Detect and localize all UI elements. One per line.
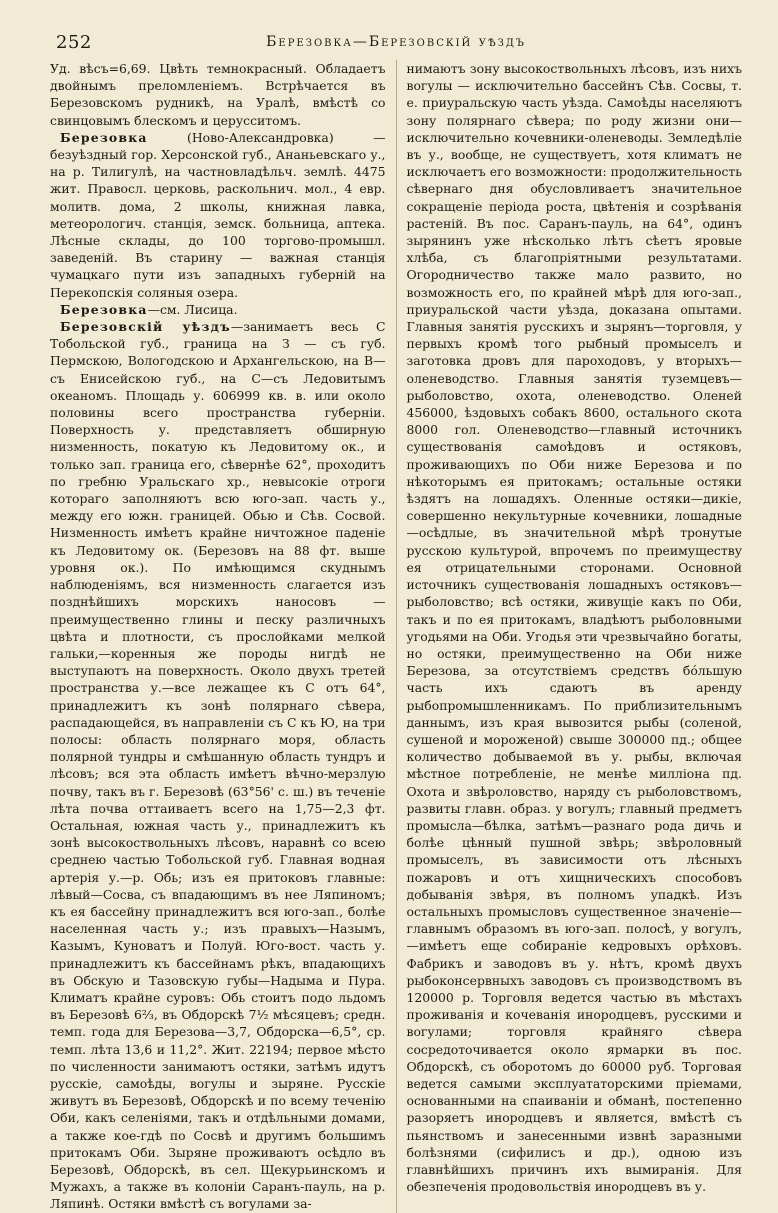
left-column bbox=[50, 60, 390, 1213]
article-text: —занимаетъ весь С Тобольской губ., граница на З — съ губ. Пермскою, Вологодскою и Архангельскою, на В—съ Енисейскою губ., на С—съ Ледовитымъ океаномъ. Площадь у. 606999 кв. в. или около половины всего пространства губерніи. Поверхность у. представляетъ обширную низменность, покатую къ Ледовитому ок., и только зап. граница его, сѣвернѣе 62°, проходитъ по гребню Уральскаго хр., невысокіе отроги котораго заполняютъ всю юго-зап. часть у., между его южн. границей. Обью и Сѣв. Сосвой. Низменность имѣетъ крайне ничтожное паденіе къ Ледовитому ок. (Березовъ на 88 фт. выше уровня ок.). По имѣющимся скуднымъ наблюденіямъ, вся низменность слагается изъ позднѣйшихъ морскихъ наносовъ — преимущественно глины и песку различныхъ цвѣта и плотности, съ прослойками мелкой гальки,—коренныя же породы нигдѣ не выступаютъ на поверхность. Около двухъ третей пространства у.—все лежащее къ С отъ 64°, принадлежитъ къ зонѣ полярнаго сѣвера, распадающейся, въ направленіи съ С къ Ю, на три полосы: область полярнаго моря, область полярной тундры и смѣшанную область тундръ и лѣсовъ; вся эта область имѣетъ вѣчно-мерзлую почву, такъ въ г. Березовѣ (63°56' с. ш.) въ теченіе лѣта почва оттаиваетъ всего на 1,75—2,3 фт. Остальная, южная часть у., принадлежитъ къ зонѣ высокоствольныхъ лѣсовъ, наравнѣ со всею среднею частью Тобольской губ. Главная водная артерія у.—р. Обь; изъ ея притоковъ главные: лѣвый—Сосва, съ впадающимъ въ нее Ляпиномъ; къ ея бассейну принадлежитъ вся юго-зап., болѣе населенная часть у.; изъ правыхъ—Назымъ, Казымъ, Куноватъ и Полуй. Юго-вост. часть у. принадлежитъ къ бассейнамъ рѣкъ, впадающихъ въ Обскую и Тазовскую губы—Надыма и Пура. Климатъ крайне суровъ: Обь стоитъ подо льдомъ въ Березовѣ 6⅔, въ Обдорскѣ 7½ мѣсяцевъ; средн. темп. года для Березова—3,7, Обдорска—6,5°, ср. темп. лѣта 13,6 и 11,2°. Жит. 22194; первое мѣсто по численности занимаютъ остяки, затѣмъ идутъ русскіе, самоѣды, вогулы и зыряне. Русскіе живутъ въ Березовѣ, Обдорскѣ и по всему теченію Оби, какъ селеніями, такъ и отдѣльными домами, а также кое-гдѣ по Сосвѣ и другимъ большимъ притокамъ Оби. Зыряне проживаютъ осѣдло въ Березовѣ, Обдорскѣ, въ сел. Щекурьинскомъ и Мужахъ, а также въ колоніи Саранъ-пауль, на р. Ляпинѣ. Остяки вмѣстѣ съ вогулами за- bbox=[50, 319, 386, 1212]
paragraph-text: Уд. вѣсъ=6,69. Цвѣть темнокрасный. Обладаетъ двойнымъ преломленіемъ. Встрѣчается въ Березовскомъ рудникѣ, на Уралѣ, вмѣстѣ со свинцовымъ блескомъ и церусситомъ. bbox=[50, 61, 386, 128]
article-berezovka-crossref bbox=[50, 301, 386, 318]
right-column bbox=[396, 60, 743, 1213]
paragraph bbox=[50, 60, 386, 129]
headword: Березовка bbox=[60, 301, 148, 317]
paragraph bbox=[407, 60, 743, 1195]
running-head: Березовка—Березовскій уѣздъ bbox=[266, 34, 526, 50]
page-header bbox=[50, 28, 742, 58]
headword: Березовскій уѣздъ bbox=[60, 319, 231, 335]
article-text: —см. Лисица. bbox=[147, 301, 238, 317]
page-number: 252 bbox=[56, 32, 92, 53]
article-berezovsky-uezd bbox=[50, 318, 386, 1213]
article-berezovka-town bbox=[50, 129, 390, 301]
text-columns bbox=[50, 60, 742, 1213]
paragraph-text: нимаютъ зону высокоствольныхъ лѣсовъ, изъ нихъ вогулы — исключительно бассейнъ Сѣв. Сосвы, т. е. приуральскую часть уѣзда. Самоѣды населяютъ зону полярнаго сѣвера; по роду жизни они—исключительно кочевники-оленеводы. Земледѣліе въ у., вообще, не существуетъ, хотя климатъ не исключаетъ его возможности: продолжительность сѣвернаго дня обусловливаетъ значительное сокращеніе періода роста, цвѣтенія и созрѣванія растеній. Въ пос. Саранъ-пауль, на 64°, одинъ зырянинъ уже нѣсколько лѣтъ сѣетъ яровые хлѣба, съ благопріятными результатами. Огородничество также мало развито, но возможность его, по крайней мѣрѣ для юго-зап., приуральской части уѣзда, доказана опытами. Главныя занятія русскихъ и зырянъ—торговля, у первыхъ кромѣ того рыбный промыселъ и заготовка дровъ для пароходовъ, у вторыхъ—оленеводство. Главныя занятія туземцевъ—рыболовство, охота, оленеводство. Оленей 456000, ѣздовыхъ собакъ 8600, остального скота 8000 гол. Оленеводство—главный источникъ существованія самоѣдовъ и остяковъ, проживающихъ по Оби ниже Березова и по нѣкоторымъ ея притокамъ; остальные остяки ѣздятъ на лошадяхъ. Оленные остяки—дикіе, совершенно некультурные кочевники, лошадные—осѣдлые, въ значительной мѣрѣ тронутые русскою культурой, впрочемъ по преимуществу ея отрицательными сторонами. Основной источникъ существованія лошадныхъ остяковъ—рыболовство; всѣ остяки, живущіе какъ по Оби, такъ и по ея притокамъ, владѣютъ рыболовными угодьями на Оби. Угодья эти чрезвычайно богаты, но остяки, преимущественно на Оби ниже Березова, за отсутствіемъ средствъ бóльшую часть ихъ сдаютъ въ аренду рыбопромышленникамъ. По приблизительнымъ даннымъ, изъ края вывозится рыбы (соленой, сушеной и мороженой) свыше 300000 пд.; общее количество добываемой въ у. рыбы, включая мѣстное потребленіе, не менѣе милліона пд. Охота и звѣроловство, наряду съ рыболовствомъ, развиты главн. образ. у вогулъ; главный предметъ промысла—бѣлка, затѣмъ—разнаго рода дичь и болѣе цѣнный пушной звѣрь; звѣроловный промыселъ, въ зависимости отъ лѣсныхъ пожаровъ и отъ хищническихъ способовъ добыванія звѣря, въ полномъ упадкѣ. Изъ остальныхъ промысловъ существенное значеніе—главнымъ образомъ въ юго-зап. полосѣ, у вогулъ,—имѣетъ еще собираніе кедровыхъ орѣховъ. Фабрикъ и заводовъ въ у. нѣтъ, кромѣ двухъ рыбоконсервныхъ заводовъ съ производствомъ въ 120000 р. Торговля ведется частью въ мѣстахъ проживанія и кочеванія инородцевъ, русскими и вогулами; торговля крайняго сѣвера сосредоточивается около ярмарки въ пос. Обдорскѣ, съ оборотомъ до 60000 руб. Торговая ведется самыми эксплуататорскими пріемами, основанными на спаиваніи и обманѣ, постепенно разоряетъ инородцевъ и является, вмѣстѣ съ пьянствомъ и занесенными извнѣ заразными болѣзнями (сифилисъ и др.), одною изъ главнѣйшихъ причинъ ихъ вымиранія. Для обезпеченія продовольствія инородцевъ въ у. bbox=[406, 61, 742, 1195]
headword: Березовка bbox=[60, 129, 148, 145]
article-text: (Ново-Александровка) — безуѣздный гор. Херсонской губ., Ананьевскаго у., на р. Тилигулѣ, на частновладѣльч. землѣ. 4475 жит. Правосл. церковь, раскольнич. мол., 4 евр. молитв. дома, 2 школы, книжная лавка, метеорологич. станція, земск. больница, аптека. Лѣсные склады, до 100 торгово-промышл. заведеній. Въ старину — важная станція чумацкаго пути изъ западныхъ губерній на Перекопскія соляныя озера. bbox=[50, 129, 390, 300]
